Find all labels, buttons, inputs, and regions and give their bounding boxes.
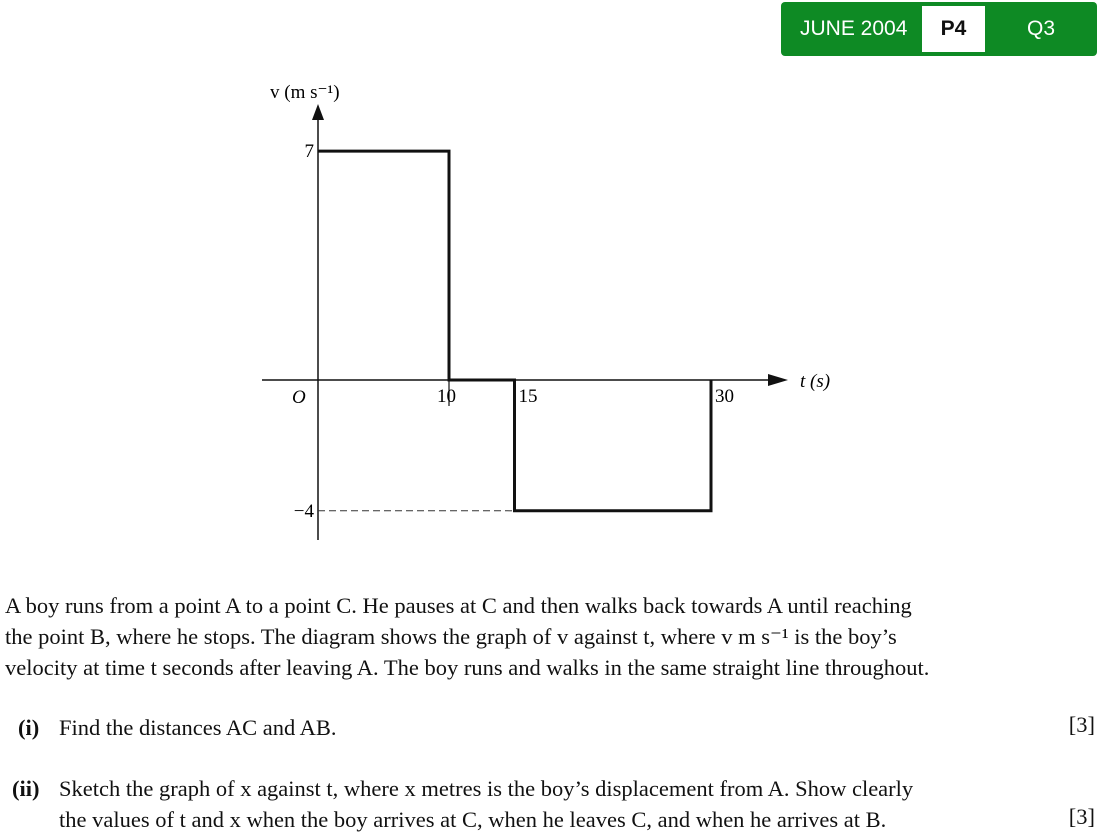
- part-ii-marks: [3]: [1068, 804, 1095, 829]
- intro-line-1: A boy runs from a point A to a point C. He pauses at C and then walks back towards A until reaching: [5, 593, 912, 618]
- question-number: Q3: [1026, 17, 1055, 40]
- part-i: [18, 712, 1098, 743]
- paper-number: P4: [922, 6, 985, 52]
- y-tick-label: 7: [304, 141, 314, 163]
- exam-session: JUNE 2004: [800, 17, 908, 40]
- x-axis-arrow-icon: [768, 374, 788, 386]
- velocity-series-line: [318, 151, 711, 511]
- y-tick-label: −4: [293, 500, 314, 522]
- y-axis-label: v (m s⁻¹): [270, 82, 340, 103]
- part-ii: [12, 773, 1098, 835]
- question-intro: [5, 590, 1098, 683]
- y-axis-arrow-icon: [312, 104, 324, 120]
- x-tick-label: 15: [518, 386, 538, 407]
- part-ii-text-line-2: the values of t and x when the boy arrives at C, when he leaves C, and when he arrives at B.: [59, 807, 887, 832]
- part-i-text: Find the distances AC and AB.: [59, 715, 337, 740]
- part-i-number: (i): [18, 715, 40, 740]
- part-ii-number: (ii): [12, 776, 40, 801]
- intro-line-3: velocity at time t seconds after leaving A. The boy runs and walks in the same straight line throughout.: [5, 655, 930, 680]
- intro-line-2: the point B, where he stops. The diagram shows the graph of v against t, where v m s⁻¹ is the boy’s: [5, 624, 897, 649]
- x-tick-label: 10: [437, 386, 456, 407]
- origin-label: O: [292, 387, 306, 408]
- part-ii-text-line-1: Sketch the graph of x against t, where x metres is the boy’s displacement from A. Show clearly: [59, 776, 914, 801]
- x-tick-label: 30: [715, 386, 734, 407]
- part-i-marks: [3]: [1068, 712, 1095, 737]
- x-axis-label: t (s): [800, 371, 831, 392]
